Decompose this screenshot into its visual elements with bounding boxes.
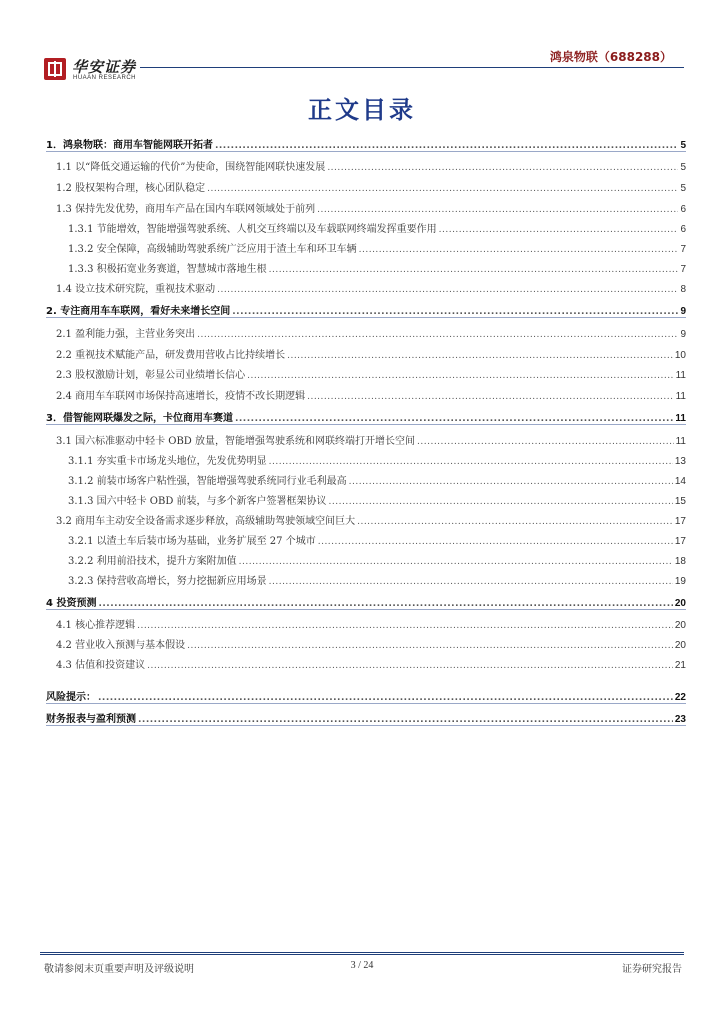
toc-entry-title: 1.1 以“降低交通运输的代价”为使命，围绕智能网联快速发展 xyxy=(56,162,326,173)
toc-entry-title: 4.1 核心推荐逻辑 xyxy=(56,620,136,631)
toc-entry-level-1[interactable] xyxy=(46,688,686,704)
toc-entry-level-1[interactable] xyxy=(46,594,686,610)
toc-entry-title: 1.3.2 安全保障，高级辅助驾驶系统广泛应用于渣土车和环卫车辆 xyxy=(68,244,357,255)
toc-entry-level-3[interactable] xyxy=(68,472,686,488)
toc-entry-title: 1.3.3 积极拓宽业务赛道，智慧城市落地生根 xyxy=(68,264,267,275)
toc-entry-page: 10 xyxy=(674,350,686,361)
toc-entry-level-2[interactable] xyxy=(56,325,686,341)
toc-dot-leader xyxy=(137,621,673,631)
toc-entry-level-1[interactable] xyxy=(46,136,686,152)
toc-entry-level-1[interactable] xyxy=(46,409,686,425)
toc-entry-level-3[interactable] xyxy=(68,260,686,276)
toc-entry-page: 20 xyxy=(674,620,686,631)
toc-entry-title: 1.3 保持先发优势，商用车产品在国内车联网领域处于前列 xyxy=(56,204,316,215)
toc-entry-title: 4.3 估值和投资建议 xyxy=(56,660,146,671)
page-title: 正文目录 xyxy=(308,96,416,124)
toc-dot-leader xyxy=(247,371,674,381)
toc-entry-level-3[interactable] xyxy=(68,220,686,236)
toc-entry-title: 2.1 盈利能力强，主营业务突出 xyxy=(56,329,196,340)
toc-dot-leader xyxy=(269,457,673,467)
toc-entry-title: 财务报表与盈利预测 xyxy=(46,714,136,725)
toc-dot-leader xyxy=(417,437,674,447)
toc-dot-leader xyxy=(232,307,678,317)
toc-section-separator xyxy=(46,151,686,152)
toc-entry-title: 4 投资预测 xyxy=(46,598,97,609)
toc-dot-leader xyxy=(217,285,678,295)
toc-entry-page: 5 xyxy=(680,183,686,194)
header-divider xyxy=(140,67,684,68)
toc-entry-title: 2.3 股权激励计划，彰显公司业绩增长信心 xyxy=(56,370,246,381)
toc-entry-level-3[interactable] xyxy=(68,492,686,508)
toc-dot-leader xyxy=(197,330,678,340)
toc-dot-leader xyxy=(357,517,673,527)
toc-dot-leader xyxy=(287,351,673,361)
toc-entry-page: 20 xyxy=(674,598,686,609)
toc-entry-page: 6 xyxy=(680,224,686,235)
toc-dot-leader xyxy=(239,557,673,567)
toc-entry-page: 8 xyxy=(680,284,686,295)
toc-entry-page: 7 xyxy=(680,264,686,275)
toc-dot-leader xyxy=(269,577,673,587)
toc-entry-page: 15 xyxy=(674,496,686,507)
toc-entry-page: 6 xyxy=(680,204,686,215)
toc-entry-page: 21 xyxy=(674,660,686,671)
toc-entry-page: 22 xyxy=(674,692,686,703)
toc-entry-level-3[interactable] xyxy=(68,552,686,568)
toc-dot-leader xyxy=(307,392,674,402)
toc-dot-leader xyxy=(235,414,673,424)
toc-entry-level-2[interactable] xyxy=(56,200,686,216)
toc-entry-title: 3.2.3 保持营收高增长，努力挖掘新应用场景 xyxy=(68,576,267,587)
toc-entry-level-2[interactable] xyxy=(56,656,686,672)
toc-entry-title: 1.3.1 节能增效，智能增强驾驶系统、人机交互终端以及车载联网终端发挥重要作用 xyxy=(68,224,437,235)
page-header xyxy=(40,44,684,84)
toc-entry-level-3[interactable] xyxy=(68,240,686,256)
toc-entry-page: 18 xyxy=(674,556,686,567)
toc-section-separator xyxy=(46,317,686,318)
toc-section-separator xyxy=(46,725,686,726)
toc-entry-page: 13 xyxy=(674,456,686,467)
toc-entry-title: 3.2.1 以渣土车后装市场为基础，业务扩展至 27 个城市 xyxy=(68,536,316,547)
toc-dot-leader xyxy=(317,205,678,215)
toc-entry-level-3[interactable] xyxy=(68,532,686,548)
toc-entry-level-2[interactable] xyxy=(56,636,686,652)
logo-english-name: HUAAN RESEARCH xyxy=(73,75,137,81)
toc-entry-level-2[interactable] xyxy=(56,512,686,528)
toc-entry-page: 23 xyxy=(674,714,686,725)
toc-entry-title: 3.1.3 国六中轻卡 OBD 前装，与多个新客户签署框架协议 xyxy=(68,496,327,507)
toc-dot-leader xyxy=(98,693,673,703)
footer-divider xyxy=(40,952,684,953)
toc-entry-title: 3.2.2 利用前沿技术，提升方案附加值 xyxy=(68,556,237,567)
toc-dot-leader xyxy=(187,641,673,651)
toc-entry-title: 1．鸿泉物联：商用车智能网联开拓者 xyxy=(46,140,213,151)
toc-entry-page: 5 xyxy=(680,140,686,151)
footer-divider-secondary xyxy=(40,954,684,955)
toc-section-separator xyxy=(46,609,686,610)
toc-entry-page: 9 xyxy=(680,306,686,317)
toc-entry-title: 3.2 商用车主动安全设备需求逐步释放，高级辅助驾驶领域空间巨大 xyxy=(56,516,356,527)
toc-entry-page: 11 xyxy=(675,391,686,402)
toc-entry-page: 11 xyxy=(675,436,686,447)
toc-entry-level-2[interactable] xyxy=(56,387,686,403)
toc-entry-title: 3．借智能网联爆发之际，卡位商用车赛道 xyxy=(46,413,233,424)
toc-dot-leader xyxy=(98,599,672,609)
toc-entry-level-2[interactable] xyxy=(56,179,686,195)
toc-entry-level-2[interactable] xyxy=(56,432,686,448)
toc-entry-page: 20 xyxy=(674,640,686,651)
toc-entry-title: 1.2 股权架构合理，核心团队稳定 xyxy=(56,183,206,194)
toc-entry-page: 17 xyxy=(674,536,686,547)
toc-entry-level-2[interactable] xyxy=(56,346,686,362)
toc-dot-leader xyxy=(138,715,673,725)
toc-entry-title: 2.2 重视技术赋能产品，研发费用营收占比持续增长 xyxy=(56,350,286,361)
toc-entry-page: 19 xyxy=(674,576,686,587)
toc-dot-leader xyxy=(359,245,679,255)
toc-dot-leader xyxy=(439,225,679,235)
footer-report-type: 证券研究报告 xyxy=(622,964,682,975)
toc-entry-page: 14 xyxy=(674,476,686,487)
header-company-code: 鸿泉物联（688288） xyxy=(549,50,672,64)
footer-page-number: 3 / 24 xyxy=(350,960,374,971)
toc-dot-leader xyxy=(329,497,673,507)
toc-entry-title: 3.1 国六标准驱动中轻卡 OBD 放量，智能增强驾驶系统和网联终端打开增长空间 xyxy=(56,436,416,447)
toc-entry-page: 9 xyxy=(680,329,686,340)
toc-entry-page: 7 xyxy=(680,244,686,255)
toc-entry-title: 3.1.1 夯实重卡市场龙头地位，先发优势明显 xyxy=(68,456,267,467)
toc-dot-leader xyxy=(349,477,673,487)
toc-entry-title: 2.4 商用车车联网市场保持高速增长，疫情不改长期逻辑 xyxy=(56,391,306,402)
toc-entry-title: 4.2 营业收入预测与基本假设 xyxy=(56,640,186,651)
toc-entry-page: 11 xyxy=(675,370,686,381)
toc-dot-leader xyxy=(318,537,673,547)
huaan-logo-icon xyxy=(44,58,66,80)
toc-entry-title: 3.1.2 前装市场客户粘性强，智能增强驾驶系统同行业毛利最高 xyxy=(68,476,347,487)
toc-entry-level-1[interactable] xyxy=(46,302,686,318)
toc-entry-level-3[interactable] xyxy=(68,452,686,468)
toc-entry-title: 1.4 设立技术研究院，重视技术驱动 xyxy=(56,284,216,295)
toc-entry-title: 风险提示： xyxy=(46,692,96,703)
toc-dot-leader xyxy=(147,661,673,671)
toc-entry-title: 2. 专注商用车车联网，看好未来增长空间 xyxy=(46,306,231,317)
toc-entry-page: 17 xyxy=(674,516,686,527)
toc-dot-leader xyxy=(207,184,678,194)
footer-disclaimer: 敬请参阅末页重要声明及评级说明 xyxy=(44,964,194,975)
logo-chinese-name: 华安证券 xyxy=(72,58,137,76)
toc-entry-level-1[interactable] xyxy=(46,710,686,726)
toc-entry-level-3[interactable] xyxy=(68,572,686,588)
toc-entry-page: 5 xyxy=(680,162,686,173)
toc-entry-level-2[interactable] xyxy=(56,280,686,296)
toc-section-separator xyxy=(46,703,686,704)
toc-dot-leader xyxy=(327,163,678,173)
toc-dot-leader xyxy=(269,265,679,275)
toc-section-separator xyxy=(46,424,686,425)
toc-entry-level-2[interactable] xyxy=(56,616,686,632)
toc-entry-page: 11 xyxy=(675,413,686,424)
toc-entry-level-2[interactable] xyxy=(56,158,686,174)
toc-entry-level-2[interactable] xyxy=(56,366,686,382)
toc-dot-leader xyxy=(215,141,678,151)
